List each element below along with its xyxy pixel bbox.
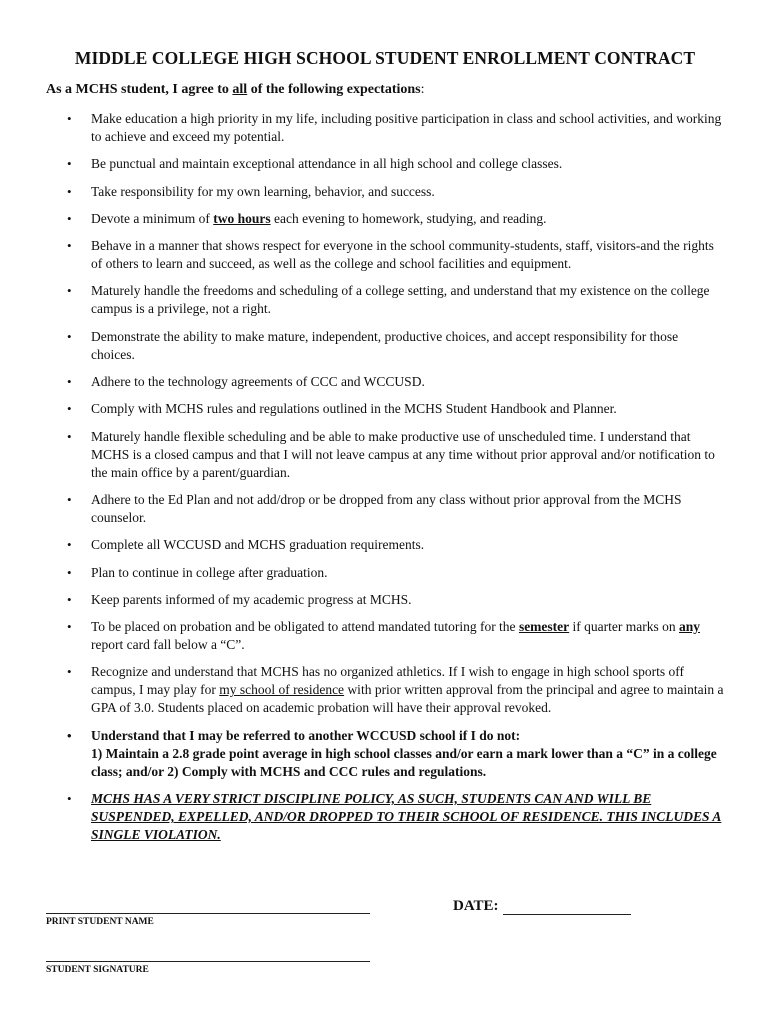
date-line[interactable]: [503, 899, 631, 915]
item-emphasis: any: [679, 619, 701, 635]
item-text: To be placed on probation and be obligated to attend mandated tutoring for the: [91, 619, 519, 635]
print-name-label: PRINT STUDENT NAME: [46, 917, 154, 927]
list-item: [0, 618, 770, 654]
bullet-icon: •: [67, 111, 72, 126]
item-text: Make education a high priority in my life, including positive participation in class and school activities, and working to achieve and exceed my potential.: [91, 111, 722, 144]
item-text: Complete all WCCUSD and MCHS graduation requirements.: [91, 537, 425, 553]
list-item: [0, 110, 770, 146]
bullet-icon: •: [67, 183, 72, 199]
bullet-icon: •: [67, 564, 72, 580]
item-text: Understand that I may be referred to another WCCUSD school if I do not:: [91, 727, 521, 743]
intro-emphasis: all: [232, 82, 248, 97]
item-text: Adhere to the Ed Plan and not add/drop or be dropped from any class without prior approval from the MCHS counselor.: [91, 491, 682, 525]
print-name-line[interactable]: [46, 913, 370, 914]
item-text: with prior written approval from the principal and agree to maintain a GPA of 3.0. Students placed on academic probation will have their approval revoked.: [91, 682, 724, 716]
bullet-icon: •: [67, 664, 72, 680]
list-item: [0, 790, 770, 844]
item-text: Behave in a manner that shows respect for everyone in the school community-students, staff, visitors-and the rights of others to learn and succeed, as well as the college and school facilities and equipment.: [91, 238, 714, 272]
bullet-icon: •: [67, 328, 72, 344]
item-text: if quarter marks on: [569, 619, 679, 635]
list-item: [0, 663, 770, 717]
item-text: Recognize and understand that MCHS has no organized athletics. If I wish to engage in high school sports off campus, I may play for: [91, 664, 685, 698]
item-text: Adhere to the technology agreements of CCC and WCCUSD.: [91, 374, 425, 390]
item-text: Demonstrate the ability to make mature, independent, productive choices, and accept responsibility for those choices.: [91, 328, 679, 362]
item-text: Maturely handle the freedoms and scheduling of a college setting, and understand that my existence on the college campus is a privilege, not a right.: [91, 283, 710, 317]
document-title: MIDDLE COLLEGE HIGH SCHOOL STUDENT ENROLLMENT CONTRACT: [74, 48, 696, 68]
list-item: [0, 491, 770, 527]
list-item: [0, 428, 770, 482]
bullet-icon: •: [67, 401, 72, 417]
list-item: [0, 155, 770, 173]
item-text: Be punctual and maintain exceptional attendance in all high school and college classes.: [91, 156, 563, 172]
intro-prefix: As a MCHS student, I agree to: [46, 82, 233, 97]
item-text: 1) Maintain a 2.8 grade point average in high school classes and/or earn a mark lower than a “C” in a college class; and/or 2) Comply with MCHS and CCC rules and regulations.: [91, 745, 717, 779]
item-text: Maturely handle flexible scheduling and be able to make productive use of unscheduled time. I understand that MCHS is a closed campus and that I will not leave campus at any time without prior approval and/or notification to the main office by a parent/guardian.: [91, 428, 715, 480]
expectations-list: [0, 110, 770, 853]
item-emphasis: my school of residence: [219, 682, 345, 698]
bullet-icon: •: [67, 791, 72, 807]
list-item: [0, 591, 770, 609]
intro-colon: :: [420, 82, 425, 97]
item-text: Take responsibility for my own learning, behavior, and success.: [91, 183, 435, 199]
item-text: report card fall below a “C”.: [91, 637, 245, 653]
item-text: Comply with MCHS rules and regulations outlined in the MCHS Student Handbook and Planner.: [91, 401, 617, 417]
list-item: [0, 237, 770, 273]
item-emphasis: two hours: [213, 210, 271, 226]
bullet-icon: •: [67, 537, 72, 553]
item-text: Devote a minimum of: [91, 210, 214, 226]
bullet-icon: •: [67, 374, 72, 390]
list-item: [0, 328, 770, 364]
list-item: [0, 536, 770, 554]
bullet-icon: •: [67, 238, 72, 254]
bullet-icon: •: [67, 156, 72, 172]
signature-line[interactable]: [46, 961, 370, 962]
item-text: Keep parents informed of my academic progress at MCHS.: [91, 591, 412, 607]
bullet-icon: •: [67, 428, 72, 444]
list-item: [0, 210, 770, 228]
list-item: [0, 727, 770, 781]
list-item: [0, 282, 770, 318]
bullet-icon: •: [67, 210, 72, 226]
intro-suffix: of the following expectations: [247, 82, 421, 97]
item-text: each evening to homework, studying, and reading.: [270, 210, 547, 226]
list-item: [0, 564, 770, 582]
list-item: [0, 400, 770, 418]
item-emphasis: semester: [518, 619, 570, 635]
item-text: Plan to continue in college after graduation.: [91, 564, 328, 580]
list-item: [0, 183, 770, 201]
date-field: [453, 898, 631, 915]
list-item: [0, 373, 770, 391]
date-label: DATE:: [453, 898, 499, 914]
discipline-warning: MCHS HAS A VERY STRICT DISCIPLINE POLICY, AS SUCH, STUDENTS CAN AND WILL BE SUSPENDED, EXPELLED, AND/OR DROPPED TO THEIR SCHOOL OF RESIDENCE. THIS INCLUDES A SINGLE VIOLATION.: [91, 791, 722, 843]
bullet-icon: •: [67, 727, 72, 743]
bullet-icon: •: [67, 619, 72, 635]
bullet-icon: •: [67, 591, 72, 607]
bullet-icon: •: [67, 283, 72, 299]
signature-label: STUDENT SIGNATURE: [46, 965, 149, 975]
bullet-icon: •: [67, 491, 72, 507]
intro-statement: [46, 82, 425, 98]
